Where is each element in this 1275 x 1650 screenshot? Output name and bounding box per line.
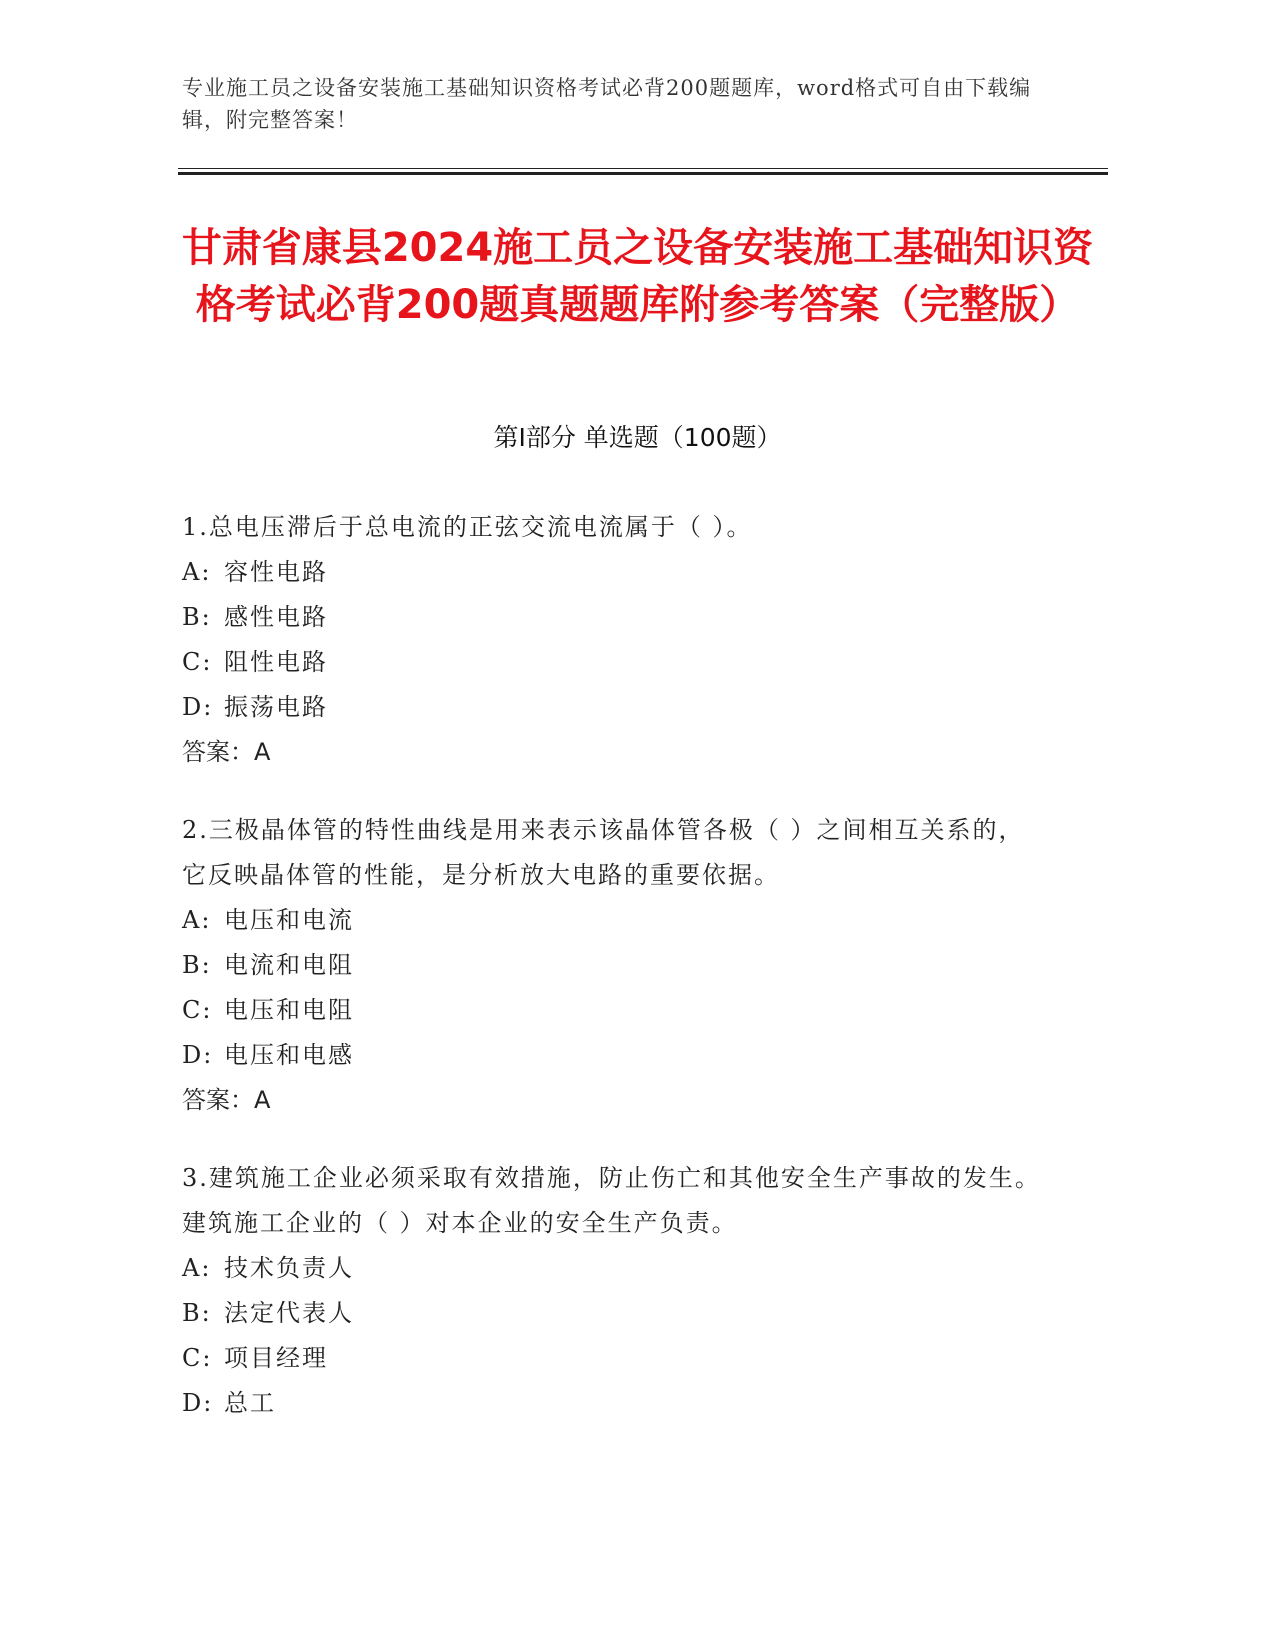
option-letter: A: xyxy=(182,906,212,934)
answer-option xyxy=(182,988,1042,1033)
question-stem: 2.三极晶体管的特性曲线是用来表示该晶体管各极（ ）之间相互关系的，它反映晶体管的性能，是分析放大电路的重要依据。 xyxy=(182,816,1025,889)
option-text: 阻性电路 xyxy=(224,648,328,676)
section-heading: 第I部分 单选题（100题） xyxy=(493,423,782,452)
option-text: 电流和电阻 xyxy=(224,951,354,979)
option-text: 电压和电阻 xyxy=(224,996,354,1024)
option-letter: A: xyxy=(182,558,212,586)
header-divider-thick xyxy=(178,172,1108,175)
question-block xyxy=(182,1156,1042,1426)
answer-key: 答案：A xyxy=(182,1086,271,1114)
option-text: 法定代表人 xyxy=(224,1299,354,1327)
option-letter: B: xyxy=(182,1299,212,1327)
header-note: 专业施工员之设备安装施工基础知识资格考试必背200题题库，word格式可自由下载编辑，附完整答案！ xyxy=(182,76,1032,132)
answer-option xyxy=(182,1033,1042,1078)
option-letter: D: xyxy=(182,1389,214,1417)
option-letter: C: xyxy=(182,996,213,1024)
option-letter: C: xyxy=(182,648,213,676)
option-text: 感性电路 xyxy=(224,603,328,631)
question-stem: 1.总电压滞后于总电流的正弦交流电流属于（ ）。 xyxy=(182,513,753,541)
option-letter: D: xyxy=(182,1041,214,1069)
answer-option xyxy=(182,943,1042,988)
answer-option xyxy=(182,1381,1042,1426)
answer-option xyxy=(182,1246,1042,1291)
answer-option xyxy=(182,640,1042,685)
option-text: 技术负责人 xyxy=(224,1254,354,1282)
option-text: 总工 xyxy=(224,1389,276,1417)
option-text: 电压和电感 xyxy=(224,1041,354,1069)
answer-option xyxy=(182,550,1042,595)
option-text: 项目经理 xyxy=(224,1344,328,1372)
answer-option xyxy=(182,685,1042,730)
answer-option xyxy=(182,1291,1042,1336)
option-letter: C: xyxy=(182,1344,213,1372)
header-divider-thin xyxy=(178,168,1108,169)
question-block xyxy=(182,505,1042,775)
option-text: 电压和电流 xyxy=(224,906,354,934)
document-title: 甘肃省康县2024施工员之设备安装施工基础知识资格考试必背200题真题题库附参考答案（完整版） xyxy=(181,225,1094,328)
answer-option xyxy=(182,1336,1042,1381)
answer-option xyxy=(182,898,1042,943)
option-text: 振荡电路 xyxy=(224,693,328,721)
answer-key: 答案：A xyxy=(182,738,271,766)
answer-option xyxy=(182,595,1042,640)
option-letter: A: xyxy=(182,1254,212,1282)
option-letter: B: xyxy=(182,951,212,979)
option-text: 容性电路 xyxy=(224,558,328,586)
option-letter: B: xyxy=(182,603,212,631)
question-block xyxy=(182,808,1042,1123)
option-letter: D: xyxy=(182,693,214,721)
question-stem: 3.建筑施工企业必须采取有效措施，防止伤亡和其他安全生产事故的发生。建筑施工企业的（ ）对本企业的安全生产负责。 xyxy=(182,1164,1041,1237)
